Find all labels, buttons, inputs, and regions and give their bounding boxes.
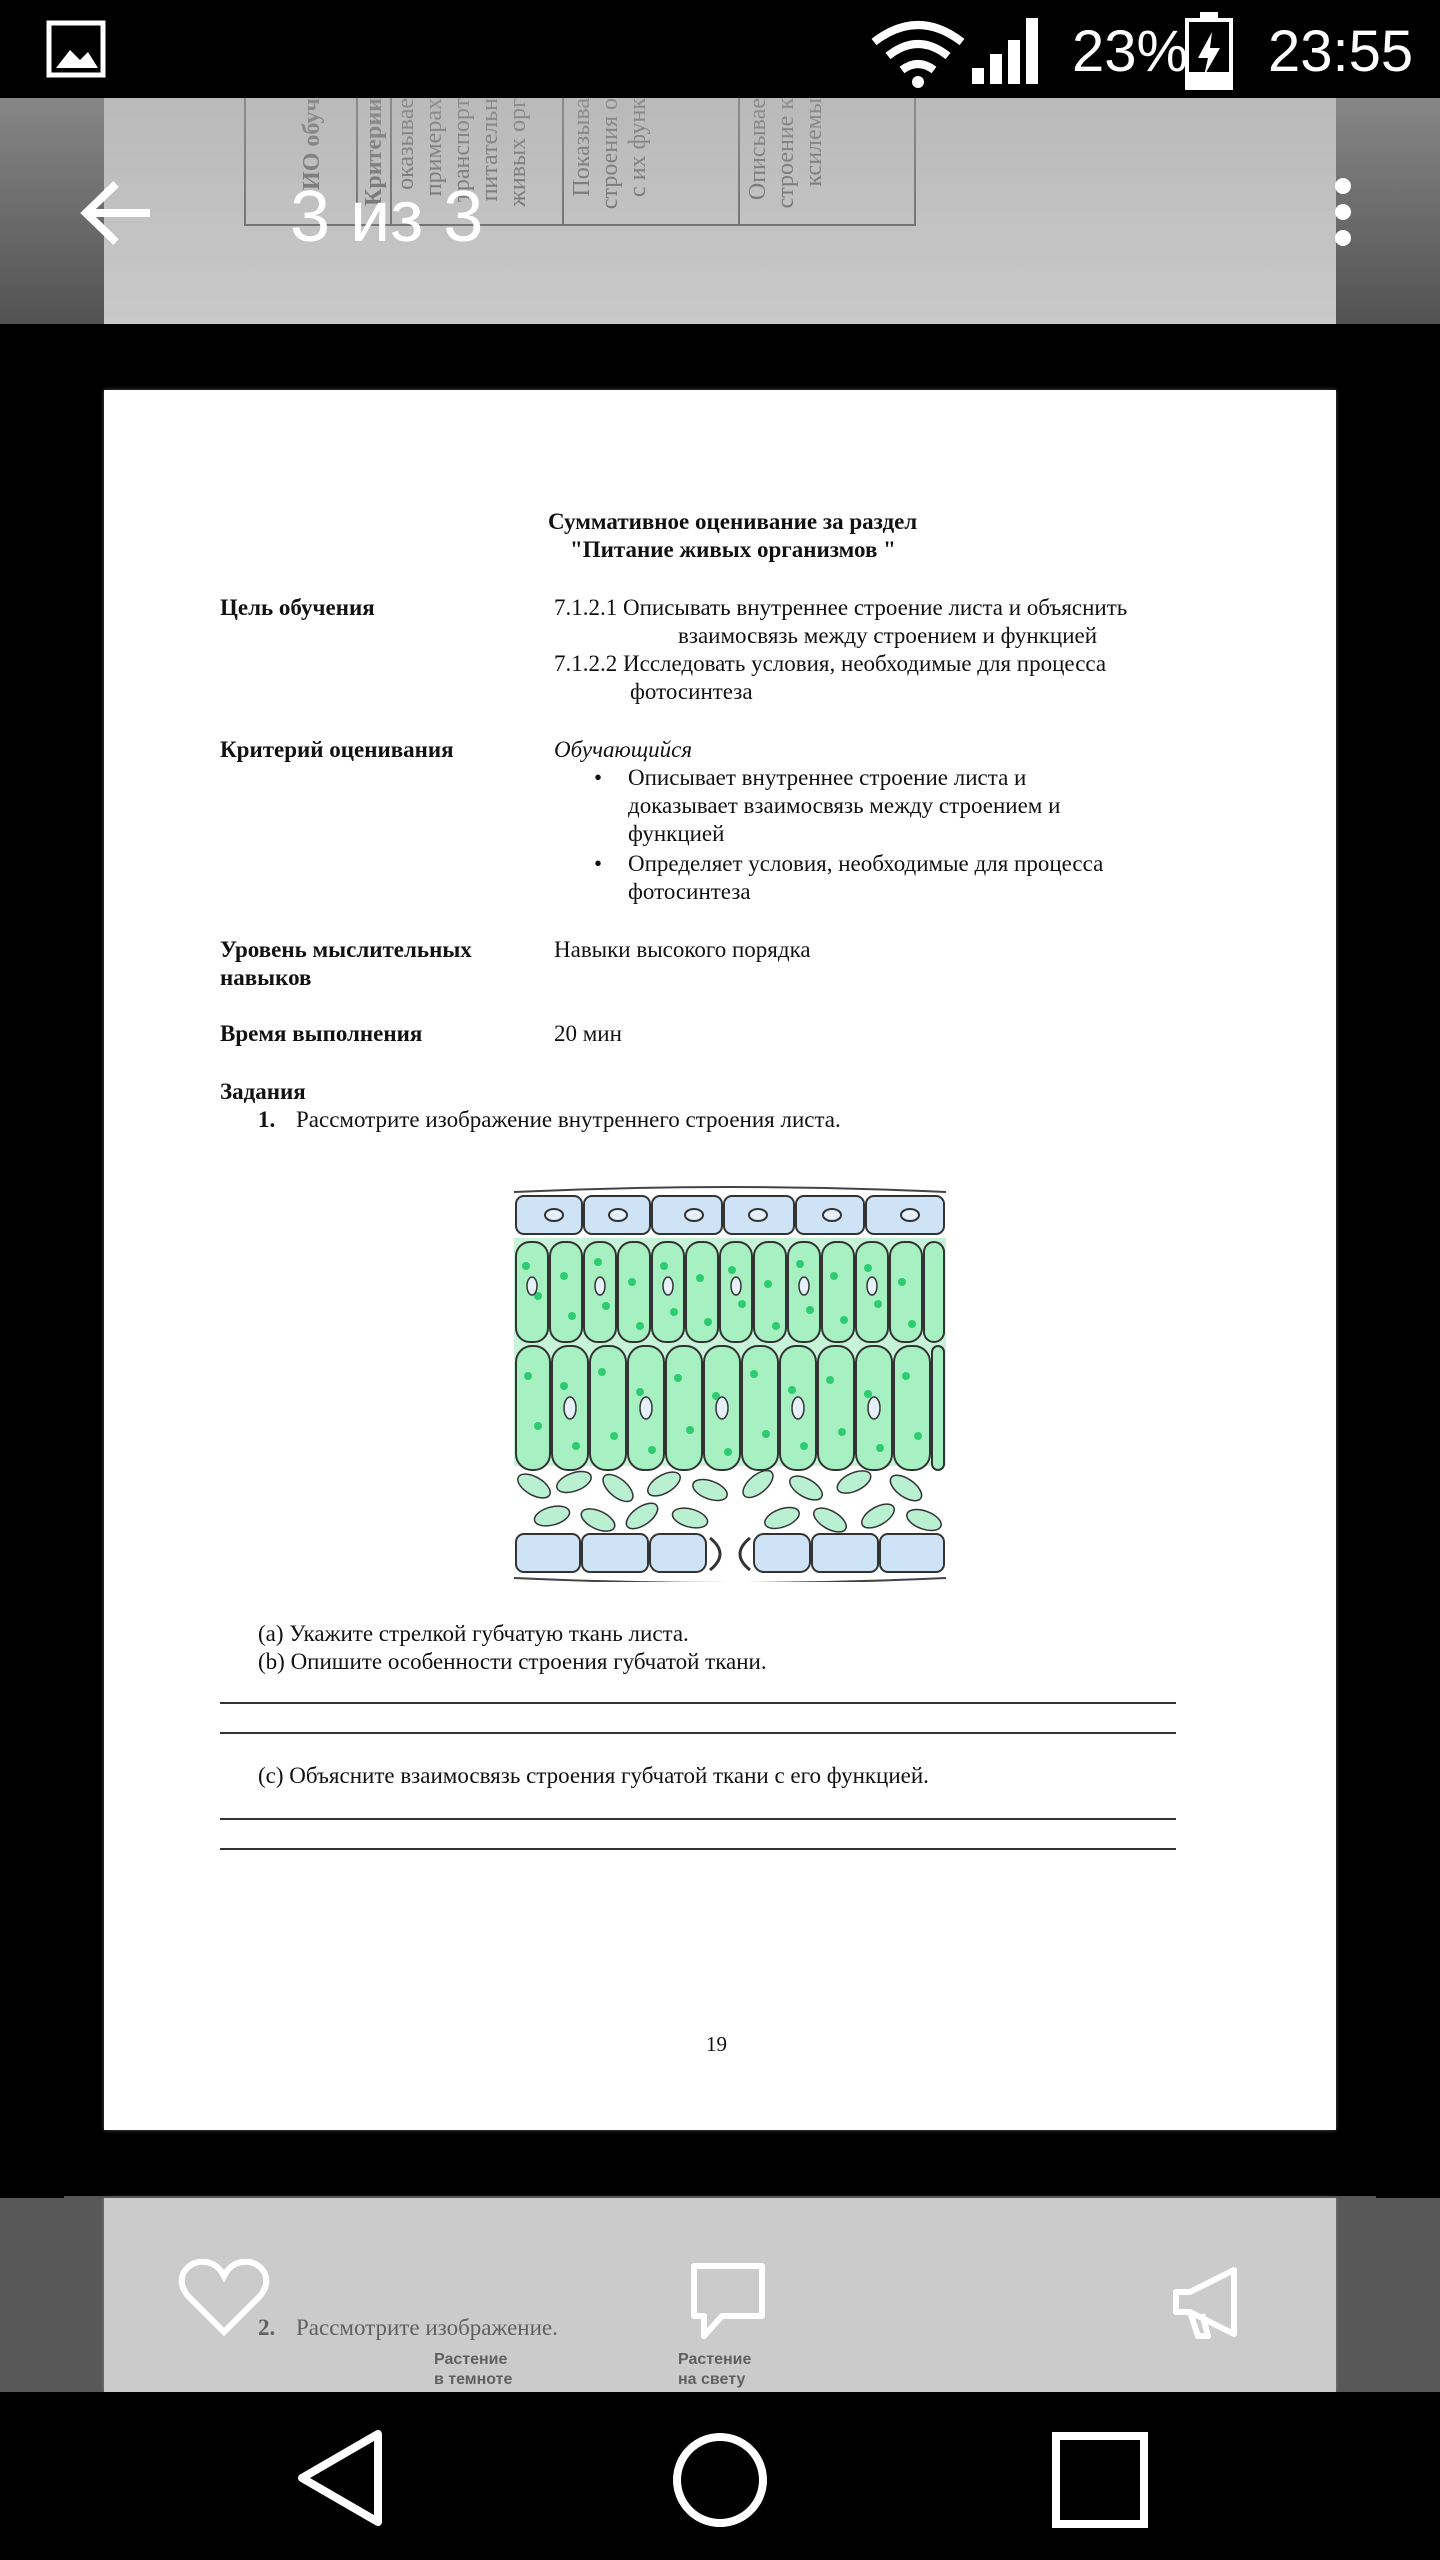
task-1-text: Рассмотрите изображение внутреннего строения листа. bbox=[296, 1107, 841, 1132]
page-counter-title: 3 из 3 bbox=[290, 177, 484, 257]
nav-recents-icon[interactable] bbox=[1052, 2432, 1148, 2528]
time-label: Время выполнения bbox=[220, 1021, 423, 1046]
task-b: (b) Опишите особенности строения губчатой ткани. bbox=[258, 1649, 767, 1674]
heart-icon[interactable] bbox=[178, 2258, 270, 2338]
share-megaphone-icon[interactable] bbox=[1168, 2262, 1248, 2342]
battery-icon bbox=[1184, 10, 1234, 90]
battery-percent: 23% bbox=[1072, 19, 1189, 84]
task-c: (c) Объясните взаимосвязь строения губчатой ткани с его функцией. bbox=[258, 1763, 929, 1788]
level-label: Уровень мыслительных bbox=[220, 937, 472, 962]
answer-line bbox=[220, 1818, 1176, 1820]
comment-icon[interactable] bbox=[688, 2260, 768, 2344]
signal-icon bbox=[970, 14, 1050, 86]
doc-heading: Суммативное оценивание за раздел bbox=[548, 509, 918, 534]
nav-home-icon[interactable] bbox=[672, 2432, 768, 2528]
clock: 23:55 bbox=[1268, 19, 1414, 84]
answer-line bbox=[220, 1702, 1176, 1704]
wifi-icon bbox=[870, 18, 966, 88]
answer-line bbox=[220, 1732, 1176, 1734]
page-number: 19 bbox=[706, 2032, 727, 2056]
tasks-label: Задания bbox=[220, 1079, 306, 1104]
document-page[interactable]: Суммативное оценивание за раздел "Питание живых организмов " Цель обучения 7.1.2.1 Описывать внутреннее строение листа и объяснить взаимосвязь между строением и функцией 7.1.2.2 Исследовать условия, необходимые для процесса фотосинтеза Критерий оценивания Обучающийся • Описывает внутреннее строение листа и доказывает взаимосвязь между строением и функцией • Определяет условия, необходимые для процесса фотосинтеза Уровень мыслительных навыков Навыки высокого порядка Время выполнения 20 мин Задания 1. Рассмотрите изображение внутреннего строения листа. (a) Укажите стрелкой губчатую ткань листа. (b) Опишите особенности строения губчатой ткани. (c) Объясните взаимосвязь строения губчатой ткани с его функцией. 19 bbox=[104, 390, 1336, 2130]
gallery-icon bbox=[46, 20, 106, 78]
system-nav-bar bbox=[0, 2392, 1440, 2560]
nav-back-icon[interactable] bbox=[294, 2428, 384, 2528]
more-options-icon[interactable] bbox=[1328, 176, 1358, 248]
answer-line bbox=[220, 1848, 1176, 1850]
time-value: 20 мин bbox=[554, 1021, 622, 1046]
leaf-cross-section-image bbox=[514, 1186, 946, 1582]
level-value: Навыки высокого порядка bbox=[554, 937, 811, 962]
toolbar-overlay bbox=[0, 98, 1440, 324]
status-bar bbox=[0, 0, 1440, 100]
task-a: (a) Укажите стрелкой губчатую ткань листа. bbox=[258, 1621, 689, 1646]
back-arrow-icon[interactable] bbox=[76, 178, 156, 248]
goal-label: Цель обучения bbox=[220, 595, 375, 620]
criteria-label: Критерий оценивания bbox=[220, 737, 454, 762]
